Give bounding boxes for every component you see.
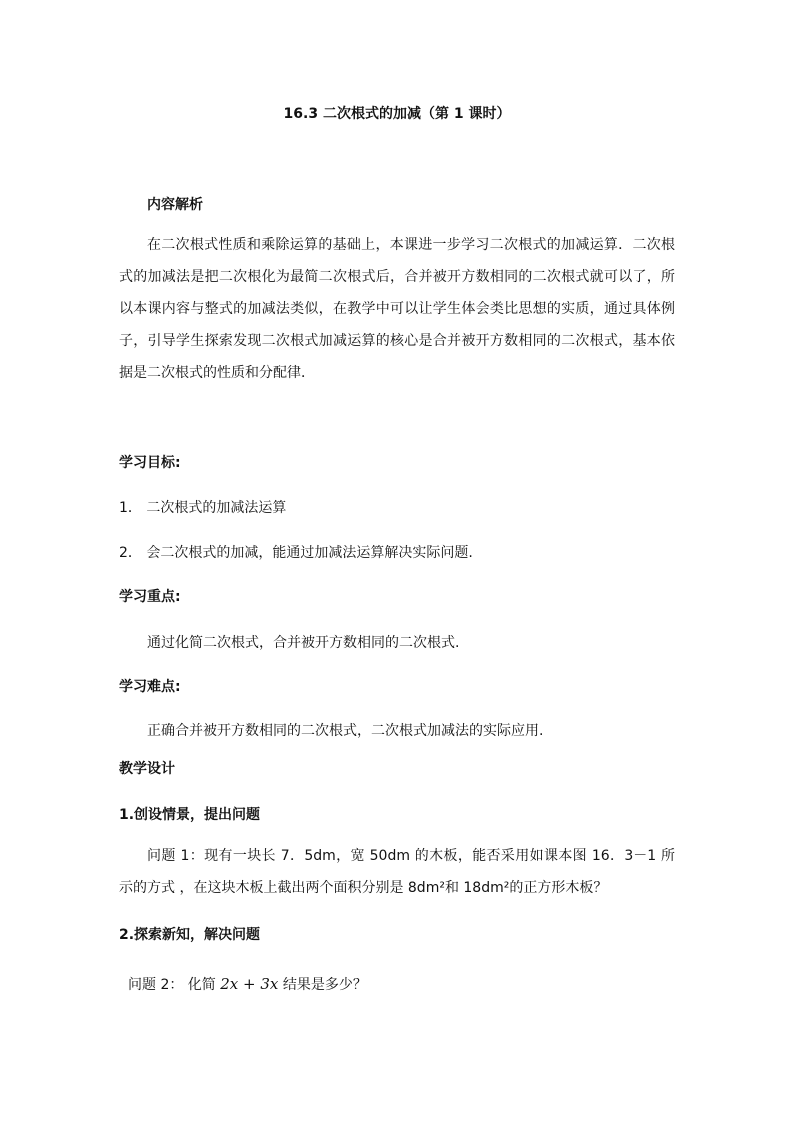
content-analysis-paragraph: 在二次根式性质和乘除运算的基础上，本课进一步学习二次根式的加减运算．二次根式的加减法是把二次根化为最简二次根式后，合并被开方数相同的二次根式就可以了，所以本课内容与整式的加减法类似，在教学中可以让学生体会类比思想的实质，通过具体例子，引导学生探索发现二次根式加减运算的核心是合并被开方数相同的二次根式，基本依据是二次根式的性质和分配律． bbox=[119, 237, 675, 381]
difficulties-heading: 学习难点: bbox=[119, 679, 181, 695]
problem-1-text: 问题 1：现有一块长 7．5dm，宽 50dm 的木板，能否采用如课本图 16．3－1 所示的方式 ，在这块木板上截出两个面积分别是 8dm²和 18dm²的正方形木板？ bbox=[119, 848, 675, 896]
objective-item-1: 1． 二次根式的加减法运算 bbox=[119, 500, 287, 516]
problem-2-expression: 2x + 3x bbox=[220, 975, 279, 993]
difficulties-text: 正确合并被开方数相同的二次根式，二次根式加减法的实际应用. bbox=[147, 723, 544, 739]
objectives-heading: 学习目标: bbox=[119, 455, 181, 471]
document-title: 16.3 二次根式的加减（第 1 课时） bbox=[283, 106, 511, 122]
problem-2-suffix: 结果是多少？ bbox=[282, 977, 367, 993]
problem-2-prefix: 问题 2： 化简 bbox=[128, 977, 216, 993]
teaching-design-heading: 教学设计 bbox=[119, 761, 175, 777]
objective-item-2: 2． 会二次根式的加减，能通过加减法运算解决实际问题. bbox=[119, 545, 473, 561]
key-points-text: 通过化简二次根式，合并被开方数相同的二次根式. bbox=[147, 635, 460, 651]
content-analysis-heading: 内容解析 bbox=[147, 197, 203, 213]
section-2-heading: 2.探索新知，解决问题 bbox=[119, 927, 261, 943]
problem-2-line bbox=[128, 974, 367, 994]
key-points-heading: 学习重点: bbox=[119, 589, 181, 605]
section-1-heading: 1.创设情景，提出问题 bbox=[119, 807, 261, 823]
